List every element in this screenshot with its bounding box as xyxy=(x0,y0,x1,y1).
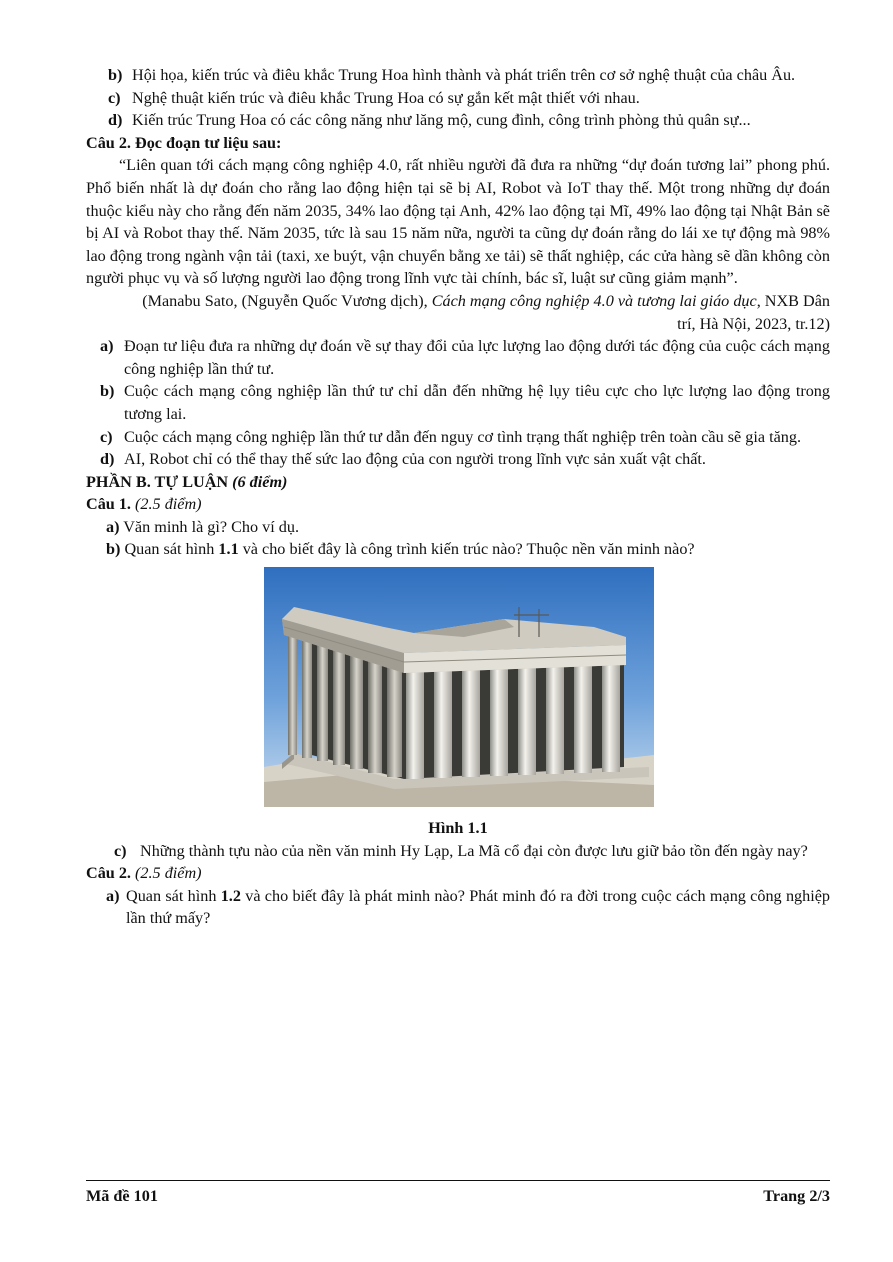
option-a xyxy=(100,335,830,380)
essay2-a-label: a) xyxy=(106,886,120,905)
passage-source xyxy=(86,290,830,335)
question2-heading: Câu 2. Đọc đoạn tư liệu sau: xyxy=(86,133,282,152)
option-b xyxy=(100,380,830,425)
essay1-c xyxy=(86,840,830,863)
option-c xyxy=(100,426,830,449)
part-b-title xyxy=(86,471,830,494)
option-text: Nghệ thuật kiến trúc và điêu khắc Trung Hoa có sự gắn kết mật thiết với nhau. xyxy=(132,88,640,107)
essay1-c-label: c) xyxy=(114,841,127,860)
part-b-points: (6 điểm) xyxy=(232,472,288,491)
question2-passage: “Liên quan tới cách mạng công nghiệp 4.0, rất nhiều người đã đưa ra những “dự đoán tương lai” phong phú. Phổ biến nhất là dự đoán cho rằng lao động hiện tại sẽ bị AI, Robot và IoT thay thế. Một trong những dự đoán thuộc kiểu này cho rằng đến năm 2035, 34% lao động tại Anh, 42% lao động tại Mĩ, 49% lao động tại Nhật Bản sẽ bị AI và Robot thay thế. Năm 2035, tức là sau 15 năm nữa, người ta cũng dự đoán rằng do lái xe tự động mà 98% lao động trong ngành vận tải (taxi, xe buýt, vận chuyển bằng xe tải) sẽ thất nghiệp, các cửa hàng sẽ dần không còn người phục vụ và số lượng người lao động trong lĩnh vực tài chính, bác sĩ, luật sư cũng giảm mạnh”. xyxy=(86,156,830,288)
essay1-c-text: Những thành tựu nào của nền văn minh Hy Lạp, La Mã cổ đại còn được lưu giữ bảo tồn đến ngày nay? xyxy=(140,841,808,860)
essay1-b-text-2: và cho biết đây là công trình kiến trúc nào? Thuộc nền văn minh nào? xyxy=(238,540,695,559)
parthenon-photo xyxy=(264,567,654,807)
question2-options xyxy=(86,335,830,471)
essay2-a-text-2: và cho biết đây là phát minh nào? Phát minh đó ra đời trong cuộc cách mạng công nghiệp lần thứ mấy? xyxy=(126,886,830,928)
source-title: Cách mạng công nghiệp 4.0 và tương lai giáo dục xyxy=(431,291,757,310)
option-text: Cuộc cách mạng công nghiệp lần thứ tư dẫn đến nguy cơ tình trạng thất nghiệp trên toàn cầu sẽ gia tăng. xyxy=(124,427,802,446)
exam-code: Mã đề 101 xyxy=(86,1187,158,1205)
page-footer xyxy=(86,1180,830,1208)
option-label: c) xyxy=(100,427,113,446)
option-d xyxy=(100,448,830,471)
essay2-points: (2.5 điểm) xyxy=(135,864,202,883)
essay1-label: Câu 1. xyxy=(86,495,136,514)
option-label: d) xyxy=(108,111,123,130)
option-label: b) xyxy=(100,382,115,401)
option-label: b) xyxy=(108,66,123,84)
option-label: d) xyxy=(100,450,115,469)
option-label: c) xyxy=(108,88,121,107)
essay2-a-figure-ref: 1.2 xyxy=(220,886,241,905)
option-text: Cuộc cách mạng công nghiệp lần thứ tư chỉ dẫn đến những hệ lụy tiêu cực cho lực lượng lao động trong tương lai. xyxy=(124,382,830,423)
option-label: a) xyxy=(100,337,114,356)
essay1-b-text-1: Quan sát hình xyxy=(120,540,219,559)
option-text: Hội họa, kiến trúc và điêu khắc Trung Hoa hình thành và phát triển trên cơ sở nghệ thuật của châu Âu. xyxy=(132,66,796,84)
essay1-a xyxy=(86,516,830,539)
question1-options xyxy=(86,64,830,132)
essay1-b-label: b) xyxy=(106,540,121,559)
essay1-a-label: a) xyxy=(106,517,120,536)
essay2-heading xyxy=(86,862,830,885)
source-suffix: , NXB Dân trí, Hà Nội, 2023, tr.12) xyxy=(677,291,830,333)
option-text: Kiến trúc Trung Hoa có các công năng như lăng mộ, cung đình, công trình phòng thủ quân sự... xyxy=(132,111,751,130)
source-prefix: (Manabu Sato, (Nguyễn Quốc Vương dịch), xyxy=(142,291,432,310)
option-text: Đoạn tư liệu đưa ra những dự đoán về sự thay đổi của lực lượng lao động dưới tác động của cuộc cách mạng công nghiệp lần thứ tư. xyxy=(124,337,830,378)
figure-1-1-caption: Hình 1.1 xyxy=(428,819,488,838)
figure-1-1 xyxy=(86,567,830,813)
page-body xyxy=(86,64,830,930)
essay2-label: Câu 2. xyxy=(86,864,136,883)
essay2-a-text-1: Quan sát hình xyxy=(126,886,221,905)
essay1-b xyxy=(86,538,830,561)
essay1-heading xyxy=(86,493,830,516)
essay1-a-text: Văn minh là gì? Cho ví dụ. xyxy=(119,517,300,536)
essay2-a xyxy=(86,885,830,930)
option-c xyxy=(108,87,830,110)
option-b xyxy=(108,64,830,87)
essay1-points: (2.5 điểm) xyxy=(135,495,202,514)
option-text: AI, Robot chỉ có thể thay thế sức lao động của con người trong lĩnh vực sản xuất vật chất. xyxy=(124,450,706,469)
page-number: Trang 2/3 xyxy=(763,1187,830,1205)
essay1-b-figure-ref: 1.1 xyxy=(218,540,239,559)
part-b-title-text: PHẦN B. TỰ LUẬN xyxy=(86,472,233,491)
option-d xyxy=(108,109,830,132)
